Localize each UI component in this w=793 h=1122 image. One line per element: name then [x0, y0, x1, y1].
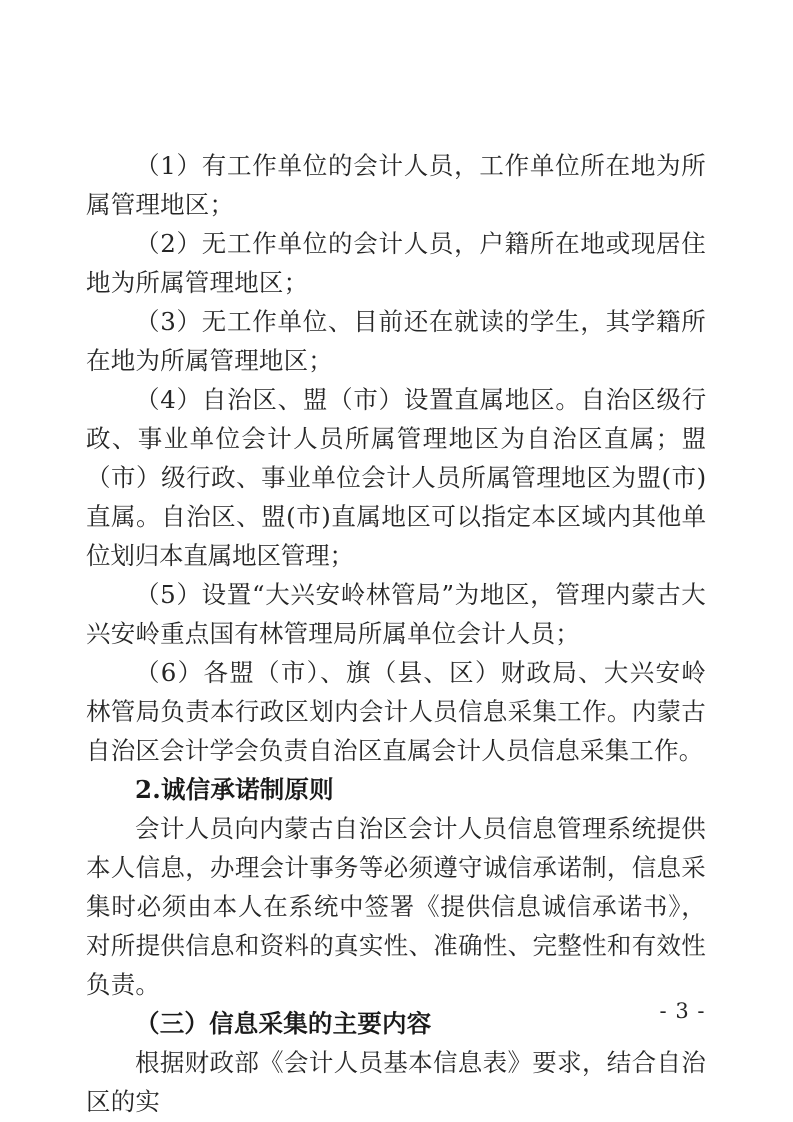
list-item-5: （5）设置“大兴安岭林管局”为地区，管理内蒙古大兴安岭重点国有林管理局所属单位会计人员； — [86, 580, 706, 648]
list-item-2: （2）无工作单位的会计人员，户籍所在地或现居住地为所属管理地区； — [86, 229, 706, 297]
page-number: - 3 - — [659, 999, 706, 1023]
list-item-4: （4）自治区、盟（市）设置直属地区。自治区级行政、事业单位会计人员所属管理地区为自治区直属；盟（市）级行政、事业单位会计人员所属管理地区为盟(市)直属。自治区、盟(市)直属地区可以指定本区域内其他单位划归本直属地区管理； — [86, 385, 706, 570]
list-item-3: （3）无工作单位、目前还在就读的学生，其学籍所在地为所属管理地区； — [86, 307, 706, 375]
section-heading-collection-content: （三）信息采集的主要内容 — [135, 1009, 432, 1038]
section-heading-integrity-principle: 2.诚信承诺制原则 — [135, 775, 334, 804]
list-item-1: （1）有工作单位的会计人员，工作单位所在地为所属管理地区； — [86, 151, 706, 219]
document-text-block — [86, 146, 706, 1121]
paragraph-integrity-commitment: 会计人员向内蒙古自治区会计人员信息管理系统提供本人信息，办理会计事务等必须遵守诚信承诺制，信息采集时必须由本人在系统中签署《提供信息诚信承诺书》，对所提供信息和资料的真实性、准确性、完整性和有效性负责。 — [86, 814, 706, 999]
list-item-6: （6）各盟（市）、旗（县、区）财政局、大兴安岭林管局负责本行政区划内会计人员信息采集工作。内蒙古自治区会计学会负责自治区直属会计人员信息采集工作。 — [86, 658, 706, 765]
paragraph-collection-content: 根据财政部《会计人员基本信息表》要求，结合自治区的实 — [86, 1048, 706, 1116]
